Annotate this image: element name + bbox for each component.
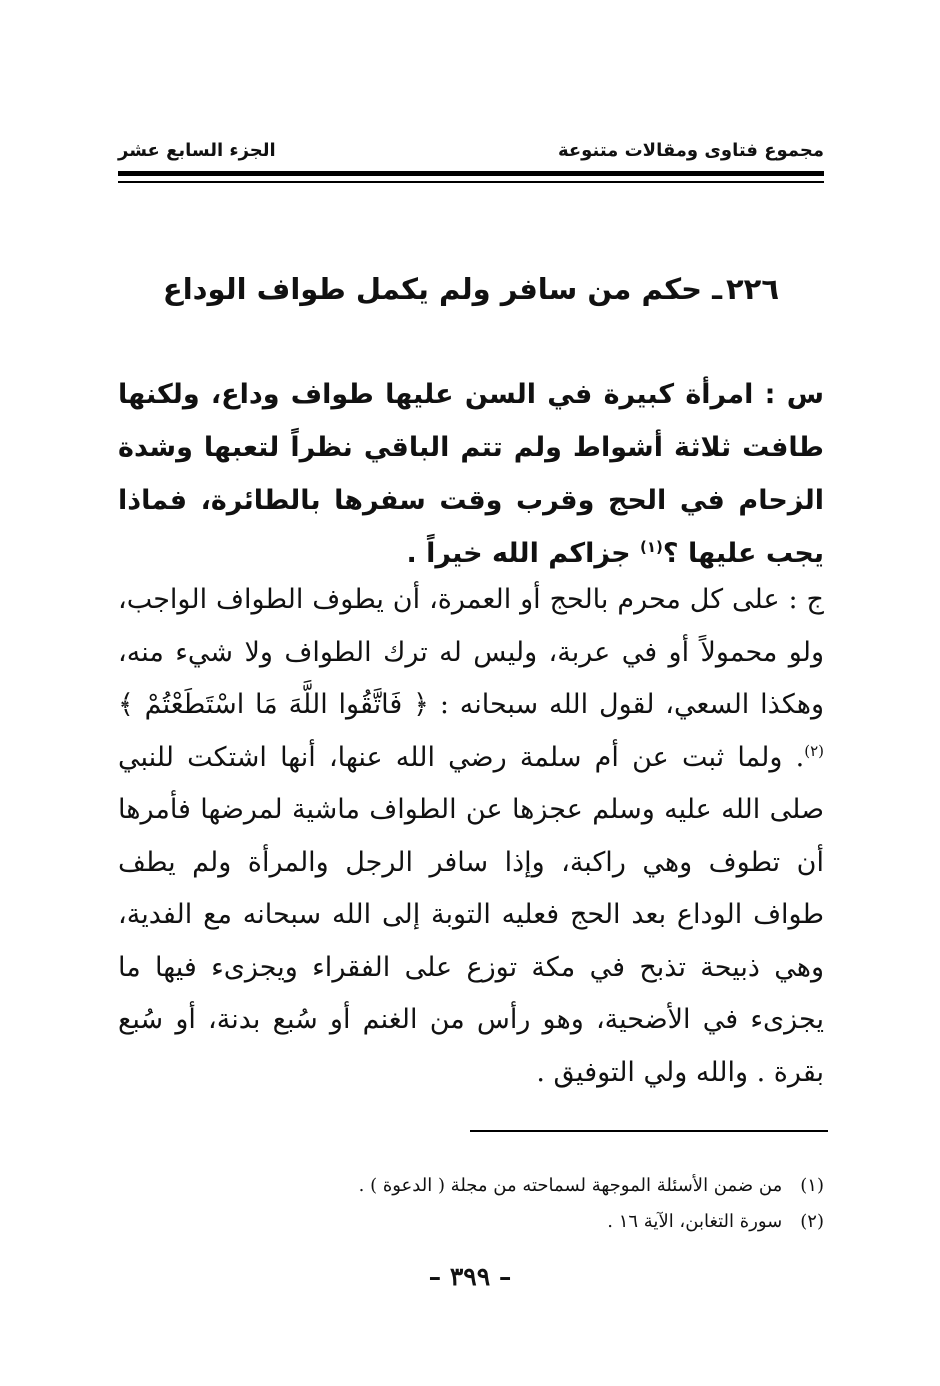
footnote-separator [470,1130,828,1132]
quran-verse: ﴿ فَاتَّقُوا اللَّهَ مَا اسْتَطَعْتُمْ ﴾ [118,689,429,720]
article-title-text: حكم من سافر ولم يكمل طواف الوداع [162,272,702,306]
article-title [118,272,824,306]
question-text: امرأة كبيرة في السن عليها طواف وداع، ولكنها طافت ثلاثة أشواط ولم تتم الباقي نظراً لتعبها وشدة الزحام في الحج وقرب وقت سفرها بالطائرة، فماذا يجب عليها ؟ [118,379,824,569]
footnote-1-text: من ضمن الأسئلة الموجهة لسماحته من مجلة ( الدعوة ) . [358,1175,783,1196]
book-title: مجموع فتاوى ومقالات متنوعة [557,140,824,161]
footnote-2 [118,1204,824,1240]
answer-paragraph [118,574,824,1099]
article-number: ٢٢٦ [725,272,780,306]
footnote-1 [118,1168,824,1204]
footnote-ref-2: (٢) [804,741,824,760]
question-closing: جزاكم الله خيراً . [406,538,631,569]
question-paragraph [118,368,824,580]
answer-marker: ج : [788,584,824,615]
footnote-ref-1: (١) [640,538,663,556]
answer-text-2: . ولما ثبت عن أم سلمة رضي الله عنها، أنها اشتكت للنبي صلى الله عليه وسلم عجزها عن الطواف ماشية لمرضها فأمرها أن تطوف وهي راكبة، وإذا سافر الرجل والمرأة ولم يطف طواف الوداع بعد الحج فعليه التوبة إلى الله سبحانه مع الفدية، وهي ذبيحة تذبح في مكة توزع على الفقراء ويجزىء فيها ما يجزىء في الأضحية، وهو رأس من الغنم أو سُبع بدنة، أو سُبع بقرة . والله ولي التوفيق . [118,741,824,1088]
page-number: – ٣٩٩ – [428,1262,512,1291]
footnote-2-number: (٢) [800,1211,824,1232]
header-rule-thin [118,181,824,183]
header-rule-thick [118,171,824,176]
title-dash: ـ [701,272,722,306]
running-header [118,140,824,161]
volume-label: الجزء السابع عشر [118,140,276,161]
footnotes [118,1168,824,1240]
question-marker: س : [764,379,824,410]
footnote-1-number: (١) [800,1175,824,1196]
answer-text-1: على كل محرم بالحج أو العمرة، أن يطوف الطواف الواجب، ولو محمولاً أو في عربة، وليس له ترك الطواف ولا شيء منه، وهكذا السعي، لقول الله سبحانه : [118,584,825,720]
footnote-2-text: سورة التغابن، الآية ١٦ . [607,1211,783,1232]
